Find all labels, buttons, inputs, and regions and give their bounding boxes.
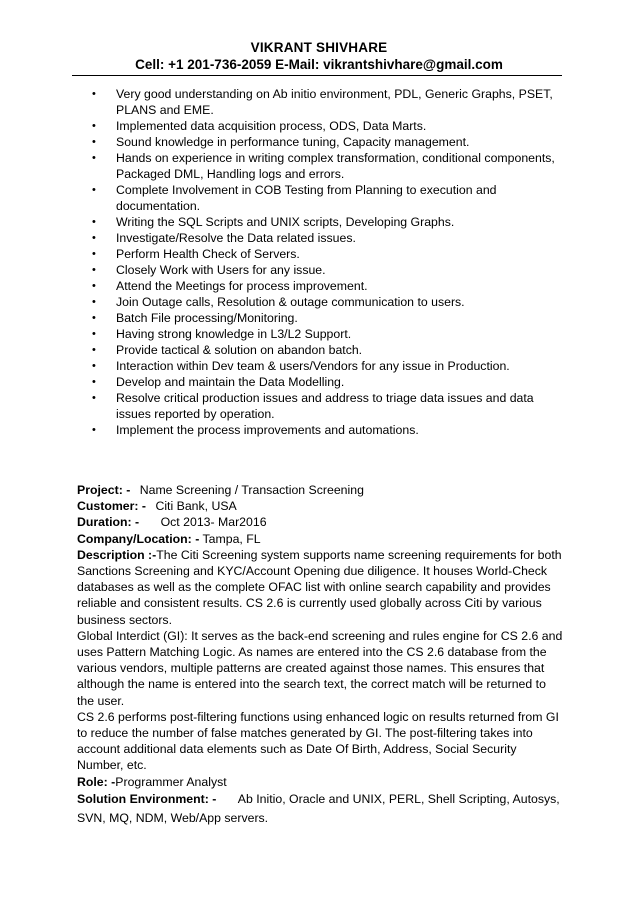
- bullet-text: Interaction within Dev team & users/Vendors for any issue in Production.: [116, 359, 510, 373]
- bullet-item: [92, 358, 560, 374]
- environment-value: Ab Initio, Oracle and UNIX, PERL, Shell Scripting, Autosys, SVN, MQ, NDM, Web/App servers.: [77, 791, 560, 825]
- bullet-dot-icon: •: [92, 280, 96, 292]
- bullet-item: [92, 310, 560, 326]
- description-label: Description :-: [77, 547, 157, 562]
- company-line: [77, 531, 565, 547]
- company-label: Company/Location: -: [77, 531, 200, 546]
- customer-label: Customer: -: [77, 499, 147, 514]
- bullet-item: [92, 118, 560, 134]
- description-text-1: The Citi Screening system supports name screening requirements for both Sanctions Screening and KYC/Account Opening due diligence. It houses World-Check databases as well as the complete OFAC list with online search capability and provides reliable and consistent results. CS 2.6 is currently used globally across Citi by various business sectors.: [77, 547, 562, 627]
- bullet-item: [92, 262, 560, 278]
- bullet-text: Investigate/Resolve the Data related issues.: [116, 231, 356, 245]
- bullet-dot-icon: •: [92, 392, 96, 404]
- role-line: [77, 774, 565, 790]
- bullet-dot-icon: •: [92, 264, 96, 276]
- bullet-item: [92, 86, 560, 118]
- bullet-text: Resolve critical production issues and address to triage data issues and data issues reported by operation.: [116, 391, 534, 421]
- bullet-text: Batch File processing/Monitoring.: [116, 311, 298, 325]
- customer-line: [77, 498, 565, 514]
- bullet-dot-icon: •: [92, 120, 96, 132]
- bullet-item: [92, 150, 560, 182]
- bullet-item: [92, 294, 560, 310]
- project-line: [77, 482, 565, 498]
- project-section: [77, 482, 565, 828]
- environment-label: Solution Environment: -: [77, 791, 217, 806]
- bullet-item: [92, 374, 560, 390]
- bullet-dot-icon: •: [92, 232, 96, 244]
- bullet-text: Develop and maintain the Data Modelling.: [116, 375, 345, 389]
- bullet-dot-icon: •: [92, 360, 96, 372]
- company-value: Tampa, FL: [202, 531, 261, 546]
- bullet-dot-icon: •: [92, 312, 96, 324]
- customer-value: Citi Bank, USA: [155, 499, 237, 514]
- bullet-dot-icon: •: [92, 296, 96, 308]
- bullet-item: [92, 342, 560, 358]
- duration-line: [77, 514, 565, 530]
- bullet-dot-icon: •: [92, 328, 96, 340]
- bullet-item: [92, 214, 560, 230]
- bullet-text: Closely Work with Users for any issue.: [116, 263, 326, 277]
- bullet-item: [92, 246, 560, 262]
- candidate-name: VIKRANT SHIVHARE: [250, 40, 388, 55]
- bullet-item: [92, 230, 560, 246]
- bullet-dot-icon: •: [92, 376, 96, 388]
- bullet-text: Writing the SQL Scripts and UNIX scripts, Developing Graphs.: [116, 215, 455, 229]
- bullet-item: [92, 326, 560, 342]
- description-paragraph-2: Global Interdict (GI): It serves as the back-end screening and rules engine for CS 2.6 and uses Pattern Matching Logic. As names are entered into the CS 2.6 database from the various vendors, multiple patterns are created against those names. This ensures that although the name is entered into the search text, the correct match will be returned to the user.: [77, 628, 563, 708]
- bullet-text: Sound knowledge in performance tuning, Capacity management.: [116, 135, 470, 149]
- bullet-text: Perform Health Check of Servers.: [116, 247, 300, 261]
- environment-line: [77, 790, 565, 828]
- bullet-text: Having strong knowledge in L3/L2 Support.: [116, 327, 352, 341]
- bullet-item: [92, 390, 560, 422]
- bullet-dot-icon: •: [92, 88, 96, 100]
- bullet-text: Provide tactical & solution on abandon batch.: [116, 343, 363, 357]
- bullet-text: Implemented data acquisition process, ODS, Data Marts.: [116, 119, 427, 133]
- bullet-item: [92, 182, 560, 214]
- bullet-text: Hands on experience in writing complex transformation, conditional components, Packaged DML, Handling logs and errors.: [116, 151, 555, 181]
- bullet-dot-icon: •: [92, 344, 96, 356]
- skills-bullet-list: [92, 86, 560, 438]
- bullet-item: [92, 422, 560, 438]
- bullet-text: Complete Involvement in COB Testing from Planning to execution and documentation.: [116, 183, 497, 213]
- description-paragraph-1: [77, 547, 565, 628]
- bullet-dot-icon: •: [92, 248, 96, 260]
- bullet-text: Very good understanding on Ab initio environment, PDL, Generic Graphs, PSET, PLANS and EME.: [116, 87, 553, 117]
- bullet-dot-icon: •: [92, 152, 96, 164]
- contact-line: Cell: +1 201-736-2059 E-Mail: vikrantshivhare@gmail.com: [135, 57, 503, 72]
- project-value: Name Screening / Transaction Screening: [139, 483, 364, 497]
- bullet-dot-icon: •: [92, 424, 96, 436]
- duration-label: Duration: -: [77, 515, 140, 530]
- bullet-item: [92, 134, 560, 150]
- bullet-dot-icon: •: [92, 216, 96, 228]
- duration-value: Oct 2013- Mar2016: [160, 515, 267, 530]
- header-divider: [72, 75, 562, 76]
- bullet-text: Attend the Meetings for process improvement.: [116, 279, 368, 293]
- bullet-dot-icon: •: [92, 136, 96, 148]
- role-value: Programmer Analyst: [115, 774, 227, 789]
- role-label: Role: -: [77, 774, 116, 789]
- description-paragraph-3: CS 2.6 performs post-filtering functions using enhanced logic on results returned from GI to reduce the number of false matches generated by GI. The post-filtering takes into account additional data elements such as Date Of Birth, Address, Social Security Number, etc.: [77, 709, 559, 773]
- project-label: Project: -: [77, 483, 131, 497]
- bullet-text: Join Outage calls, Resolution & outage communication to users.: [116, 295, 465, 309]
- bullet-dot-icon: •: [92, 184, 96, 196]
- bullet-item: [92, 278, 560, 294]
- bullet-text: Implement the process improvements and automations.: [116, 423, 419, 437]
